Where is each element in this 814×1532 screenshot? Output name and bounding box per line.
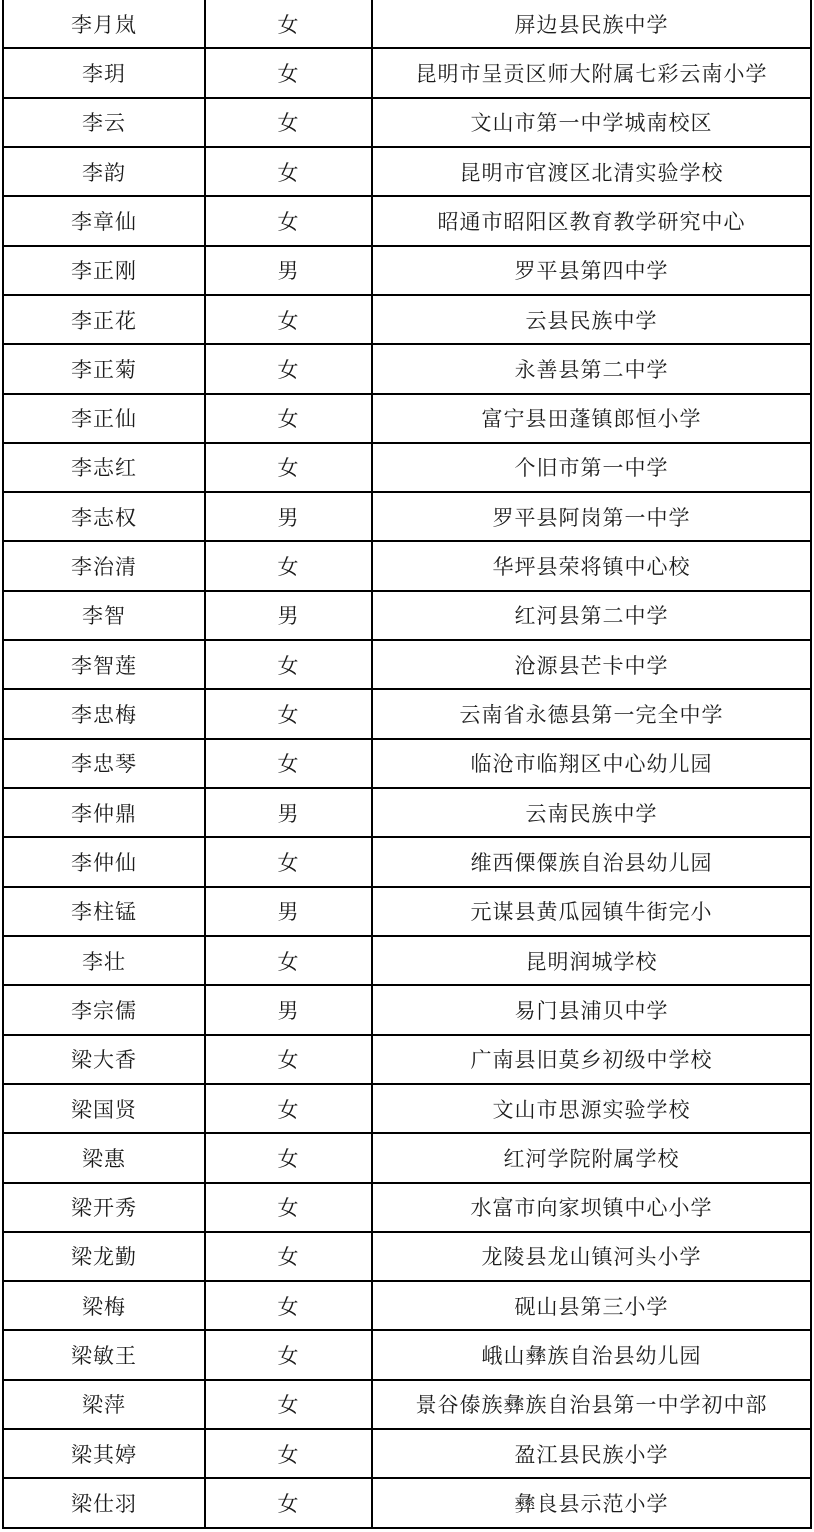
table-row	[3, 1084, 811, 1133]
gender-cell: 男	[205, 591, 372, 640]
gender-cell: 女	[205, 48, 372, 97]
gender-cell: 男	[205, 246, 372, 295]
table-row	[3, 689, 811, 738]
table-row	[3, 1429, 811, 1478]
name-cell: 李宗儒	[3, 985, 205, 1034]
gender-cell: 女	[205, 837, 372, 886]
school-cell: 红河县第二中学	[372, 591, 811, 640]
gender-cell: 女	[205, 936, 372, 985]
table-row	[3, 541, 811, 590]
name-cell: 梁大香	[3, 1035, 205, 1084]
school-cell: 屏边县民族中学	[372, 0, 811, 48]
school-cell: 云县民族中学	[372, 295, 811, 344]
gender-cell: 男	[205, 788, 372, 837]
gender-cell: 女	[205, 1133, 372, 1182]
gender-cell: 女	[205, 689, 372, 738]
school-cell: 文山市第一中学城南校区	[372, 98, 811, 147]
name-cell: 李治清	[3, 541, 205, 590]
name-cell: 梁仕羽	[3, 1478, 205, 1528]
school-cell: 元谋县黄瓜园镇牛街完小	[372, 887, 811, 936]
gender-cell: 女	[205, 98, 372, 147]
name-cell: 李韵	[3, 147, 205, 196]
name-cell: 李智莲	[3, 640, 205, 689]
name-cell: 李柱锰	[3, 887, 205, 936]
table-row	[3, 0, 811, 48]
table-row	[3, 985, 811, 1034]
name-cell: 梁开秀	[3, 1183, 205, 1232]
table-row	[3, 1281, 811, 1330]
gender-cell: 男	[205, 492, 372, 541]
gender-cell: 女	[205, 0, 372, 48]
gender-cell: 女	[205, 1330, 372, 1379]
school-cell: 盈江县民族小学	[372, 1429, 811, 1478]
name-cell: 梁萍	[3, 1380, 205, 1429]
school-cell: 景谷傣族彝族自治县第一中学初中部	[372, 1380, 811, 1429]
gender-cell: 女	[205, 147, 372, 196]
school-cell: 华坪县荣将镇中心校	[372, 541, 811, 590]
name-cell: 梁梅	[3, 1281, 205, 1330]
school-cell: 广南县旧莫乡初级中学校	[372, 1035, 811, 1084]
school-cell: 个旧市第一中学	[372, 443, 811, 492]
school-cell: 临沧市临翔区中心幼儿园	[372, 739, 811, 788]
school-cell: 沧源县芒卡中学	[372, 640, 811, 689]
gender-cell: 女	[205, 443, 372, 492]
name-cell: 李玥	[3, 48, 205, 97]
table-row	[3, 295, 811, 344]
roster-body	[3, 0, 811, 1528]
school-cell: 永善县第二中学	[372, 344, 811, 393]
table-row	[3, 98, 811, 147]
table-row	[3, 1035, 811, 1084]
school-cell: 罗平县第四中学	[372, 246, 811, 295]
gender-cell: 女	[205, 394, 372, 443]
name-cell: 梁龙勤	[3, 1232, 205, 1281]
table-row	[3, 1232, 811, 1281]
name-cell: 李云	[3, 98, 205, 147]
name-cell: 梁惠	[3, 1133, 205, 1182]
table-row	[3, 1183, 811, 1232]
school-cell: 昭通市昭阳区教育教学研究中心	[372, 196, 811, 245]
school-cell: 龙陵县龙山镇河头小学	[372, 1232, 811, 1281]
gender-cell: 女	[205, 344, 372, 393]
name-cell: 李月岚	[3, 0, 205, 48]
name-cell: 李智	[3, 591, 205, 640]
table-row	[3, 739, 811, 788]
table-row	[3, 196, 811, 245]
name-cell: 李仲仙	[3, 837, 205, 886]
table-row	[3, 48, 811, 97]
gender-cell: 女	[205, 1084, 372, 1133]
table-row	[3, 887, 811, 936]
name-cell: 李壮	[3, 936, 205, 985]
name-cell: 李正菊	[3, 344, 205, 393]
gender-cell: 女	[205, 739, 372, 788]
name-cell: 李仲鼎	[3, 788, 205, 837]
teacher-roster-table	[2, 0, 812, 1529]
school-cell: 富宁县田蓬镇郎恒小学	[372, 394, 811, 443]
school-cell: 云南民族中学	[372, 788, 811, 837]
table-row	[3, 1133, 811, 1182]
name-cell: 李正仙	[3, 394, 205, 443]
gender-cell: 女	[205, 295, 372, 344]
name-cell: 李忠琴	[3, 739, 205, 788]
name-cell: 李忠梅	[3, 689, 205, 738]
school-cell: 文山市思源实验学校	[372, 1084, 811, 1133]
name-cell: 李正花	[3, 295, 205, 344]
school-cell: 砚山县第三小学	[372, 1281, 811, 1330]
table-row	[3, 591, 811, 640]
school-cell: 昆明润城学校	[372, 936, 811, 985]
school-cell: 彝良县示范小学	[372, 1478, 811, 1528]
school-cell: 峨山彝族自治县幼儿园	[372, 1330, 811, 1379]
gender-cell: 女	[205, 1183, 372, 1232]
table-row	[3, 640, 811, 689]
school-cell: 昆明市官渡区北清实验学校	[372, 147, 811, 196]
name-cell: 梁其婷	[3, 1429, 205, 1478]
table-row	[3, 147, 811, 196]
table-row	[3, 1330, 811, 1379]
name-cell: 李志红	[3, 443, 205, 492]
name-cell: 李章仙	[3, 196, 205, 245]
table-row	[3, 246, 811, 295]
table-row	[3, 1478, 811, 1528]
table-row	[3, 788, 811, 837]
table-row	[3, 394, 811, 443]
school-cell: 云南省永德县第一完全中学	[372, 689, 811, 738]
school-cell: 水富市向家坝镇中心小学	[372, 1183, 811, 1232]
gender-cell: 女	[205, 1380, 372, 1429]
table-row	[3, 837, 811, 886]
school-cell: 易门县浦贝中学	[372, 985, 811, 1034]
school-cell: 罗平县阿岗第一中学	[372, 492, 811, 541]
name-cell: 李正刚	[3, 246, 205, 295]
gender-cell: 男	[205, 985, 372, 1034]
table-row	[3, 492, 811, 541]
gender-cell: 女	[205, 541, 372, 590]
table-row	[3, 344, 811, 393]
gender-cell: 女	[205, 1429, 372, 1478]
gender-cell: 女	[205, 640, 372, 689]
school-cell: 红河学院附属学校	[372, 1133, 811, 1182]
name-cell: 梁国贤	[3, 1084, 205, 1133]
gender-cell: 女	[205, 196, 372, 245]
table-row	[3, 443, 811, 492]
gender-cell: 女	[205, 1478, 372, 1528]
name-cell: 李志权	[3, 492, 205, 541]
school-cell: 昆明市呈贡区师大附属七彩云南小学	[372, 48, 811, 97]
table-row	[3, 1380, 811, 1429]
gender-cell: 女	[205, 1232, 372, 1281]
name-cell: 梁敏王	[3, 1330, 205, 1379]
school-cell: 维西傈僳族自治县幼儿园	[372, 837, 811, 886]
gender-cell: 女	[205, 1035, 372, 1084]
gender-cell: 男	[205, 887, 372, 936]
table-row	[3, 936, 811, 985]
gender-cell: 女	[205, 1281, 372, 1330]
